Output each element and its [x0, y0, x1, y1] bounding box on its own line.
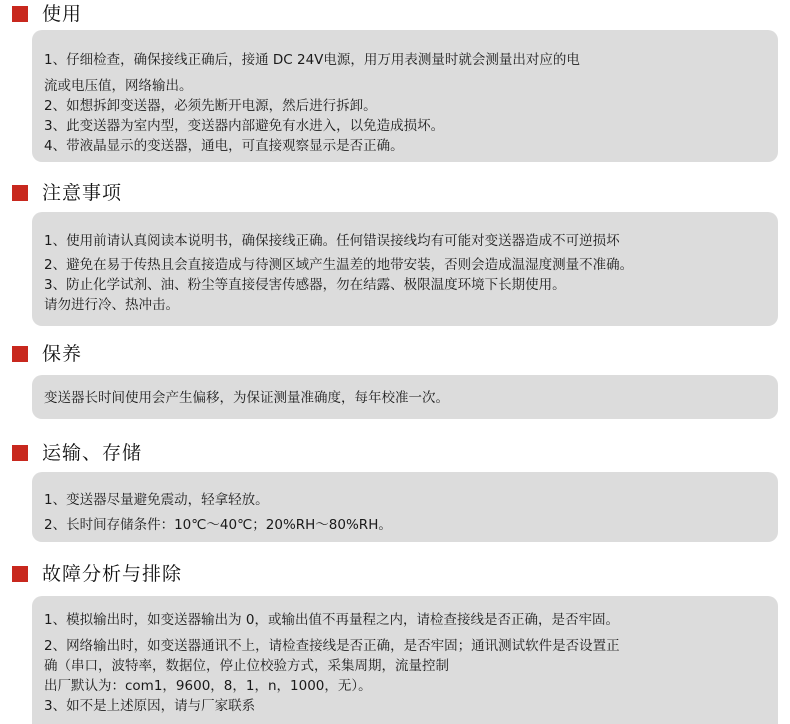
section-body-troubleshooting [32, 596, 778, 724]
red-square-icon [12, 346, 28, 362]
body-line: 2、如想拆卸变送器，必须先断开电源，然后进行拆卸。 [44, 98, 377, 114]
body-line: 2、长时间存储条件：10℃～40℃；20%RH～80%RH。 [44, 517, 392, 533]
body-line: 请勿进行冷、热冲击。 [44, 297, 179, 313]
body-line: 3、如不是上述原因，请与厂家联系 [44, 698, 256, 714]
body-line: 2、网络输出时，如变送器通讯不上，请检查接线是否正确，是否牢固；通讯测试软件是否设置正 [44, 638, 620, 654]
body-line: 4、带液晶显示的变送器，通电，可直接观察显示是否正确。 [44, 138, 404, 154]
red-square-icon [12, 6, 28, 22]
section-title: 注意事项 [42, 182, 123, 204]
body-line: 确（串口，波特率，数据位，停止位校验方式，采集周期，流量控制 [44, 658, 449, 674]
section-title: 运输、存储 [42, 442, 143, 464]
body-line: 1、使用前请认真阅读本说明书，确保接线正确。任何错误接线均有可能对变送器造成不可逆损坏 [44, 233, 620, 249]
body-line: 1、仔细检查，确保接线正确后，接通 DC 24V电源，用万用表测量时就会测量出对应的电 [44, 52, 580, 68]
body-line: 3、此变送器为室内型，变送器内部避免有水进入，以免造成损坏。 [44, 118, 445, 134]
red-square-icon [12, 185, 28, 201]
section-body-maintenance [32, 375, 778, 419]
section-heading-precautions [12, 181, 122, 205]
red-square-icon [12, 445, 28, 461]
body-line: 变送器长时间使用会产生偏移，为保证测量准确度，每年校准一次。 [44, 390, 449, 406]
red-square-icon [12, 566, 28, 582]
body-line: 2、避免在易于传热且会直接造成与待测区域产生温差的地带安装，否则会造成温湿度测量不准确。 [44, 257, 634, 273]
body-line: 1、模拟输出时，如变送器输出为 0，或输出值不再量程之内，请检查接线是否正确，是否牢固。 [44, 612, 619, 628]
section-title: 使用 [42, 3, 83, 25]
section-body-precautions [32, 212, 778, 326]
section-heading-usage [12, 2, 82, 26]
section-body-transport-storage [32, 472, 778, 542]
section-body-usage [32, 30, 778, 162]
body-line: 出厂默认为：com1，9600，8，1，n，1000，无）。 [44, 678, 372, 694]
section-title: 故障分析与排除 [42, 563, 183, 585]
body-line: 3、防止化学试剂、油、粉尘等直接侵害传感器，勿在结露、极限温度环境下长期使用。 [44, 277, 566, 293]
body-line: 流或电压值，网络输出。 [44, 78, 193, 94]
section-title: 保养 [42, 343, 83, 365]
section-heading-troubleshooting [12, 562, 182, 586]
section-heading-maintenance [12, 342, 82, 366]
section-heading-transport-storage [12, 441, 142, 465]
body-line: 1、变送器尽量避免震动，轻拿轻放。 [44, 492, 269, 508]
